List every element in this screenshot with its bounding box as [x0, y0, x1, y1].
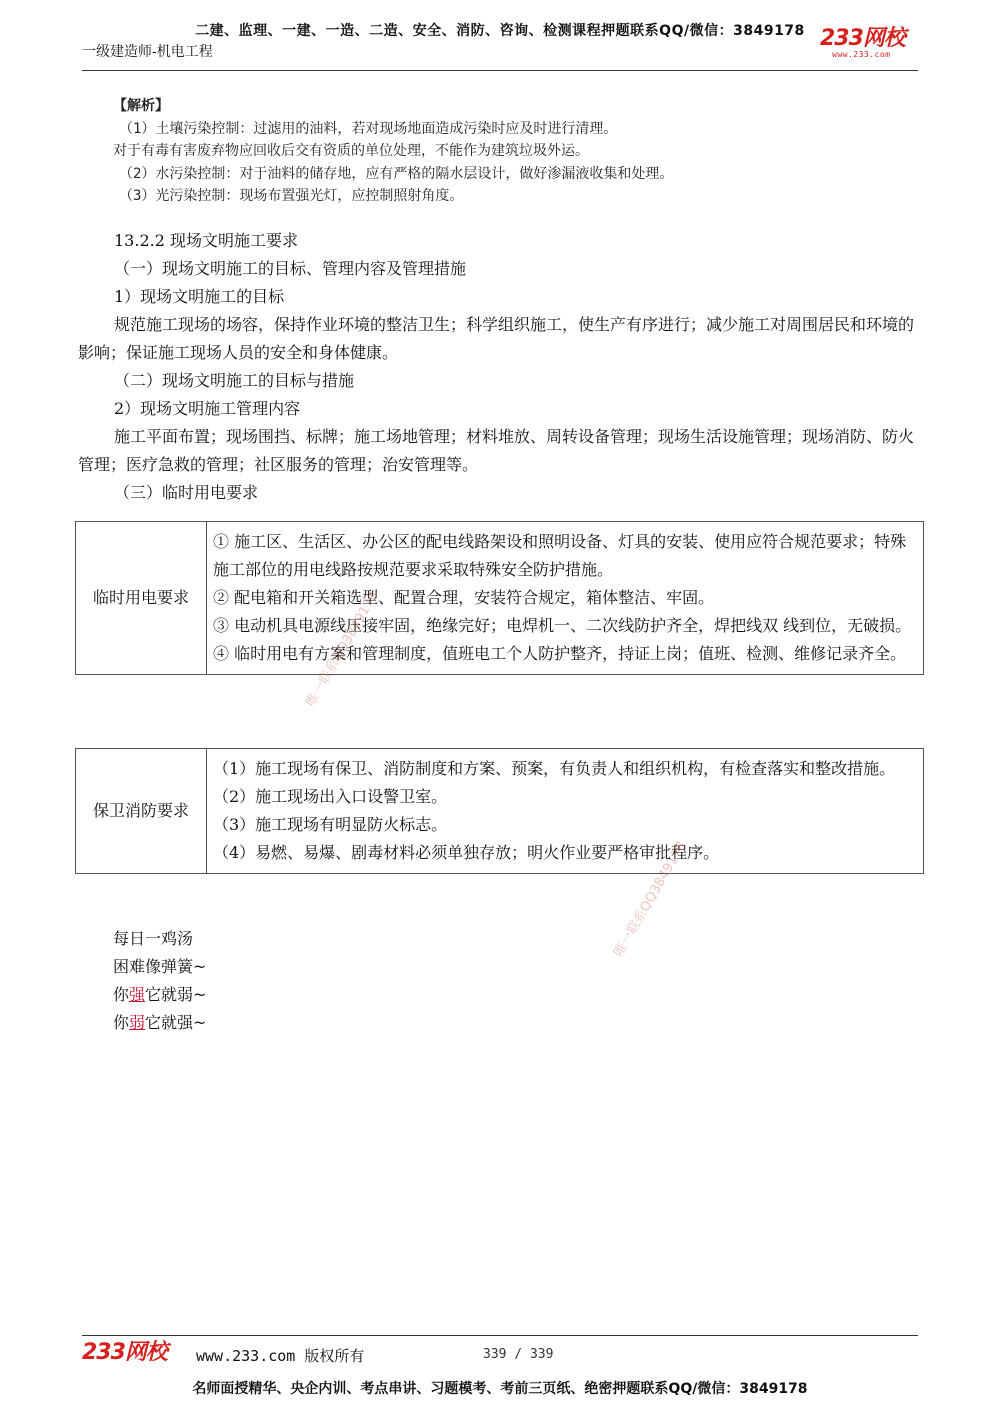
- list-item: ④ 临时用电有方案和管理制度，值班电工个人防护整齐，持证上岗；值班、检测、维修记录齐全。: [213, 644, 907, 663]
- quote-line-3: [113, 1009, 206, 1037]
- list-item: （3）施工现场有明显防火标志。: [213, 815, 448, 834]
- table-row: [76, 749, 924, 874]
- analysis-block: [113, 95, 673, 208]
- quote-text: 你: [113, 1013, 130, 1032]
- top-contact-banner: 二建、监理、一建、一造、二造、安全、消防、咨询、检测课程押题联系QQ/微信：3849178: [195, 23, 805, 39]
- quote-highlight: 弱: [129, 1013, 146, 1032]
- watermark-2: 唯一联系QQ3849178: [611, 839, 690, 960]
- brand-logo-bottom: [82, 1342, 167, 1364]
- subheading-2: （二）现场文明施工的目标与措施: [114, 371, 355, 390]
- section-body: [78, 227, 918, 507]
- list-item: （1）施工现场有保卫、消防制度和方案、预案，有负责人和组织机构，有检查落实和整改措施。: [213, 759, 896, 778]
- logo-url: www.233.com: [832, 50, 891, 59]
- quote-text: 你: [113, 985, 130, 1004]
- paragraph-1: 规范施工现场的场容，保持作业环境的整洁卫生；科学组织施工，使生产有序进行；减少施工对周围居民和环境的影响；保证施工现场人员的安全和身体健康。: [78, 315, 915, 362]
- section-heading: 13.2.2 现场文明施工要求: [114, 231, 298, 250]
- table-row: [76, 522, 924, 675]
- analysis-line-1: （1）土壤污染控制：过滤用的油料，若对现场地面造成污染时应及时进行清理。: [119, 120, 618, 137]
- footer-divider: [82, 1335, 918, 1336]
- header-divider: [82, 70, 918, 71]
- table-content: [207, 522, 924, 675]
- table-label: 保卫消防要求: [76, 749, 207, 874]
- item-2: 2）现场文明施工管理内容: [114, 399, 301, 418]
- analysis-line-4: （3）光污染控制：现场布置强光灯，应控制照射角度。: [119, 188, 464, 204]
- copyright-line: [196, 1345, 364, 1366]
- page-number: 339 / 339: [483, 1347, 554, 1362]
- brand-logo-top: [820, 28, 905, 59]
- copyright-text: 版权所有: [304, 1347, 365, 1365]
- paragraph-2: 施工平面布置；现场围挡、标牌；施工场地管理；材料堆放、周转设备管理；现场生活设施管理；现场消防、防火管理；医疗急救的管理；社区服务的管理；治安管理等。: [78, 427, 915, 474]
- list-item: （4）易燃、易爆、剧毒材料必须单独存放；明火作业要严格审批程序。: [213, 843, 720, 862]
- quote-text: 它就强~: [145, 1013, 207, 1032]
- subheading-3: （三）临时用电要求: [114, 483, 259, 502]
- list-item: （2）施工现场出入口设警卫室。: [213, 787, 448, 806]
- analysis-line-3: （2）水污染控制：对于油料的储存地，应有严格的隔水层设计，做好渗漏液收集和处理。: [119, 165, 674, 182]
- table-label: 临时用电要求: [76, 522, 207, 675]
- quote-highlight: 强: [129, 985, 146, 1004]
- bottom-contact-banner: 名师面授精华、央企内训、考点串讲、习题模考、考前三页纸、绝密押题联系QQ/微信：3849178: [192, 1381, 808, 1397]
- quote-text: 它就弱~: [145, 985, 207, 1004]
- list-item: ③ 电动机具电源线压接牢固，绝缘完好；电焊机一、二次线防护齐全，焊把线双 线到位，无破损。: [213, 616, 912, 635]
- site-url: www.233.com: [196, 1347, 296, 1365]
- watermark-1: 唯一联系QQ3849178: [303, 589, 382, 710]
- logo-text: 233网校: [82, 1340, 167, 1365]
- logo-text: 233网校: [820, 26, 905, 51]
- list-item: ② 配电箱和开关箱选型、配置合理，安装符合规定，箱体整洁、牢固。: [213, 588, 715, 607]
- analysis-line-2: 对于有毒有害废弃物应回收后交有资质的单位处理，不能作为建筑垃圾外运。: [113, 143, 589, 159]
- quote-title: 每日一鸡汤: [113, 929, 194, 948]
- analysis-title: 【解析】: [113, 98, 169, 114]
- quote-line-2: [113, 981, 206, 1009]
- security-fire-table: [75, 748, 924, 874]
- quote-line-1: 困难像弹簧~: [113, 957, 207, 976]
- temp-power-table: [75, 521, 924, 675]
- table-content: [207, 749, 924, 874]
- list-item: ① 施工区、生活区、办公区的配电线路架设和照明设备、灯具的安装、使用应符合规范要求；特殊施工部位的用电线路按规范要求采取特殊安全防护措施。: [213, 532, 907, 579]
- daily-quote: [113, 925, 206, 1037]
- item-1: 1）现场文明施工的目标: [114, 287, 285, 306]
- subheading-1: （一）现场文明施工的目标、管理内容及管理措施: [114, 259, 467, 278]
- subject-title: 一级建造师-机电工程: [82, 44, 213, 60]
